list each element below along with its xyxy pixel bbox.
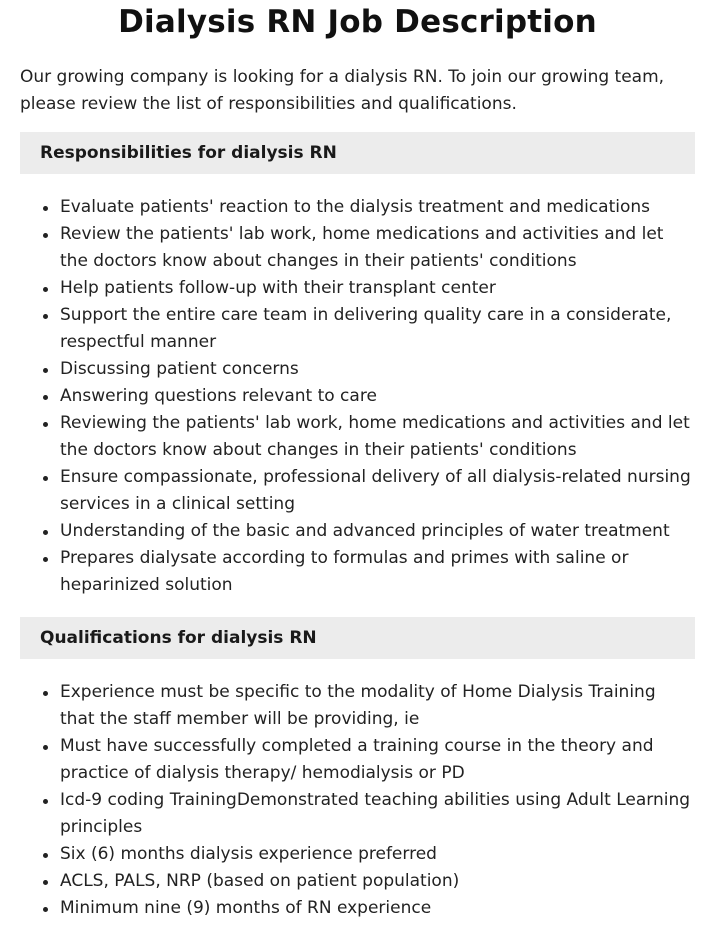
list-item: Understanding of the basic and advanced principles of water treatment	[60, 518, 695, 545]
list-item: Ensure compassionate, professional delivery of all dialysis-related nursing services in a clinical setting	[60, 464, 695, 518]
list-item: Must have successfully completed a training course in the theory and practice of dialysis therapy/ hemodialysis or PD	[60, 733, 695, 787]
list-item: Support the entire care team in delivering quality care in a considerate, respectful manner	[60, 302, 695, 356]
list-item: ACLS, PALS, NRP (based on patient population)	[60, 868, 695, 895]
list-item: Icd-9 coding TrainingDemonstrated teaching abilities using Adult Learning principles	[60, 787, 695, 841]
intro-paragraph: Our growing company is looking for a dialysis RN. To join our growing team, please review the list of responsibilities and qualifications.	[20, 67, 665, 114]
responsibilities-list	[20, 194, 695, 599]
list-item: Prepares dialysate according to formulas and primes with saline or heparinized solution	[60, 545, 695, 599]
list-item: Reviewing the patients' lab work, home medications and activities and let the doctors know about changes in their patients' conditions	[60, 410, 695, 464]
responsibilities-heading: Responsibilities for dialysis RN	[20, 132, 695, 174]
page-title: Dialysis RN Job Description	[118, 4, 597, 40]
list-item: Review the patients' lab work, home medications and activities and let the doctors know about changes in their patients' conditions	[60, 221, 695, 275]
list-item: Answering questions relevant to care	[60, 383, 695, 410]
list-item: Experience must be specific to the modality of Home Dialysis Training that the staff member will be providing, ie	[60, 679, 695, 733]
qualifications-heading: Qualifications for dialysis RN	[20, 617, 695, 659]
list-item: Minimum nine (9) months of RN experience	[60, 895, 695, 922]
qualifications-list	[20, 679, 695, 922]
list-item: Help patients follow-up with their transplant center	[60, 275, 695, 302]
list-item: Evaluate patients' reaction to the dialysis treatment and medications	[60, 194, 695, 221]
list-item: Discussing patient concerns	[60, 356, 695, 383]
list-item: Six (6) months dialysis experience preferred	[60, 841, 695, 868]
